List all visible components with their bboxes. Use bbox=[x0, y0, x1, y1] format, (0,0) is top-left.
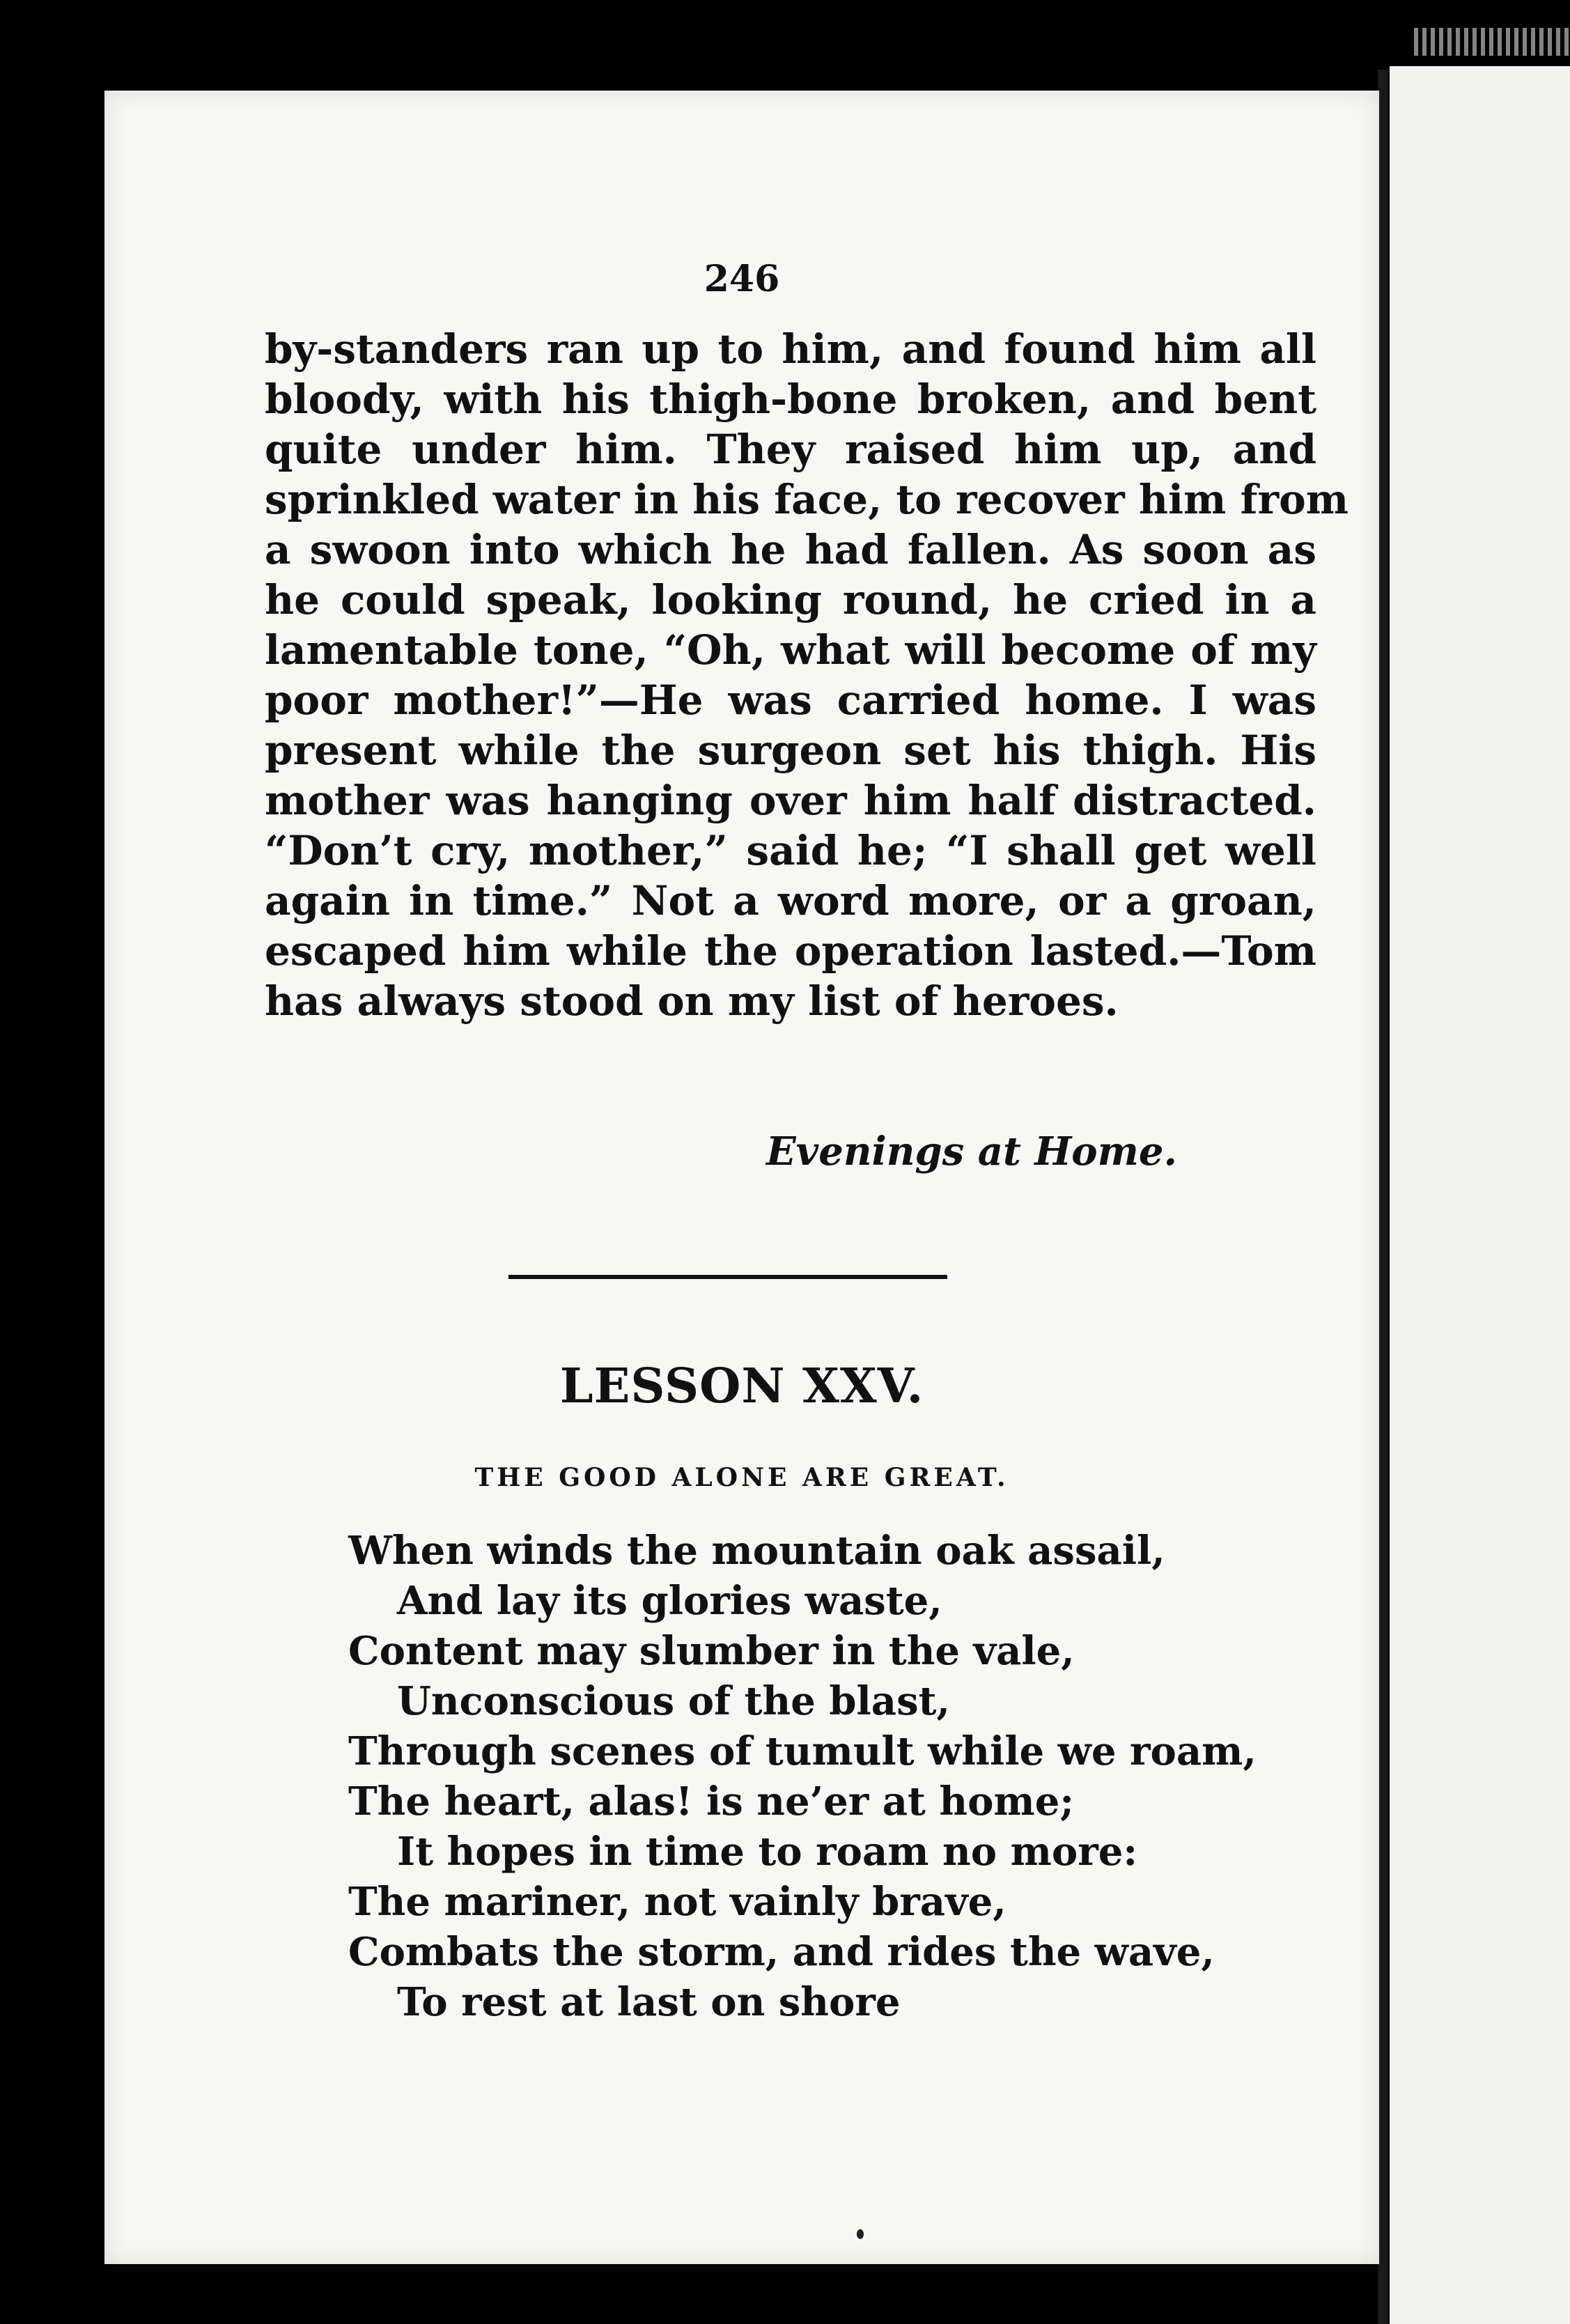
poem-line: When winds the mountain oak assail, bbox=[348, 1528, 1165, 1574]
ink-speck bbox=[857, 2229, 864, 2239]
prose-line: poor mother!”—He was carried home. I was bbox=[265, 676, 1316, 724]
poem-line: The heart, alas! is ne’er at home; bbox=[348, 1779, 1074, 1825]
prose-line: bloody, with his thigh-bone broken, and bent bbox=[265, 375, 1316, 423]
book-binding-gutter bbox=[1378, 70, 1388, 2324]
poem-line: It hopes in time to roam no more: bbox=[397, 1829, 1138, 1875]
prose-paragraph bbox=[265, 324, 1349, 1026]
lesson-subtitle: THE GOOD ALONE ARE GREAT. bbox=[474, 1463, 1009, 1492]
poem-line: The mariner, not vainly brave, bbox=[348, 1879, 1006, 1925]
poem-line: Through scenes of tumult while we roam, bbox=[348, 1728, 1257, 1774]
section-divider bbox=[508, 1275, 947, 1279]
poem-line: Unconscious of the blast, bbox=[397, 1678, 950, 1724]
prose-line: he could speak, looking round, he cried in a bbox=[265, 576, 1316, 623]
book-page bbox=[104, 91, 1379, 2264]
poem bbox=[348, 1526, 1257, 2027]
prose-line: sprinkled water in his face, to recover him from bbox=[265, 476, 1349, 523]
poem-line: And lay its glories waste, bbox=[397, 1578, 942, 1624]
prose-line: again in time.” Not a word more, or a groan, bbox=[265, 877, 1316, 924]
prose-line: quite under him. They raised him up, and bbox=[265, 426, 1316, 473]
prose-line: present while the surgeon set his thigh. His bbox=[265, 727, 1316, 774]
prose-line: lamentable tone, “Oh, what will become of my bbox=[265, 626, 1316, 674]
prose-line: “Don’t cry, mother,” said he; “I shall get well bbox=[265, 827, 1316, 874]
facing-page-edge bbox=[1390, 66, 1570, 2324]
source-attribution: Evenings at Home. bbox=[765, 1129, 1177, 1175]
prose-line: mother was hanging over him half distracted. bbox=[265, 777, 1316, 824]
prose-line: a swoon into which he had fallen. As soon as bbox=[265, 526, 1316, 573]
prose-line: escaped him while the operation lasted.—Tom bbox=[265, 927, 1316, 975]
scan-edge-artifact bbox=[1414, 28, 1570, 56]
lesson-title: LESSON XXV. bbox=[559, 1358, 924, 1414]
poem-line: To rest at last on shore bbox=[397, 1979, 901, 2025]
poem-line: Content may slumber in the vale, bbox=[348, 1628, 1075, 1674]
page-number: 246 bbox=[704, 258, 780, 300]
prose-line: by-standers ran up to him, and found him all bbox=[265, 325, 1316, 373]
poem-line: Combats the storm, and rides the wave, bbox=[348, 1929, 1215, 1975]
prose-line: has always stood on my list of heroes. bbox=[265, 977, 1119, 1025]
